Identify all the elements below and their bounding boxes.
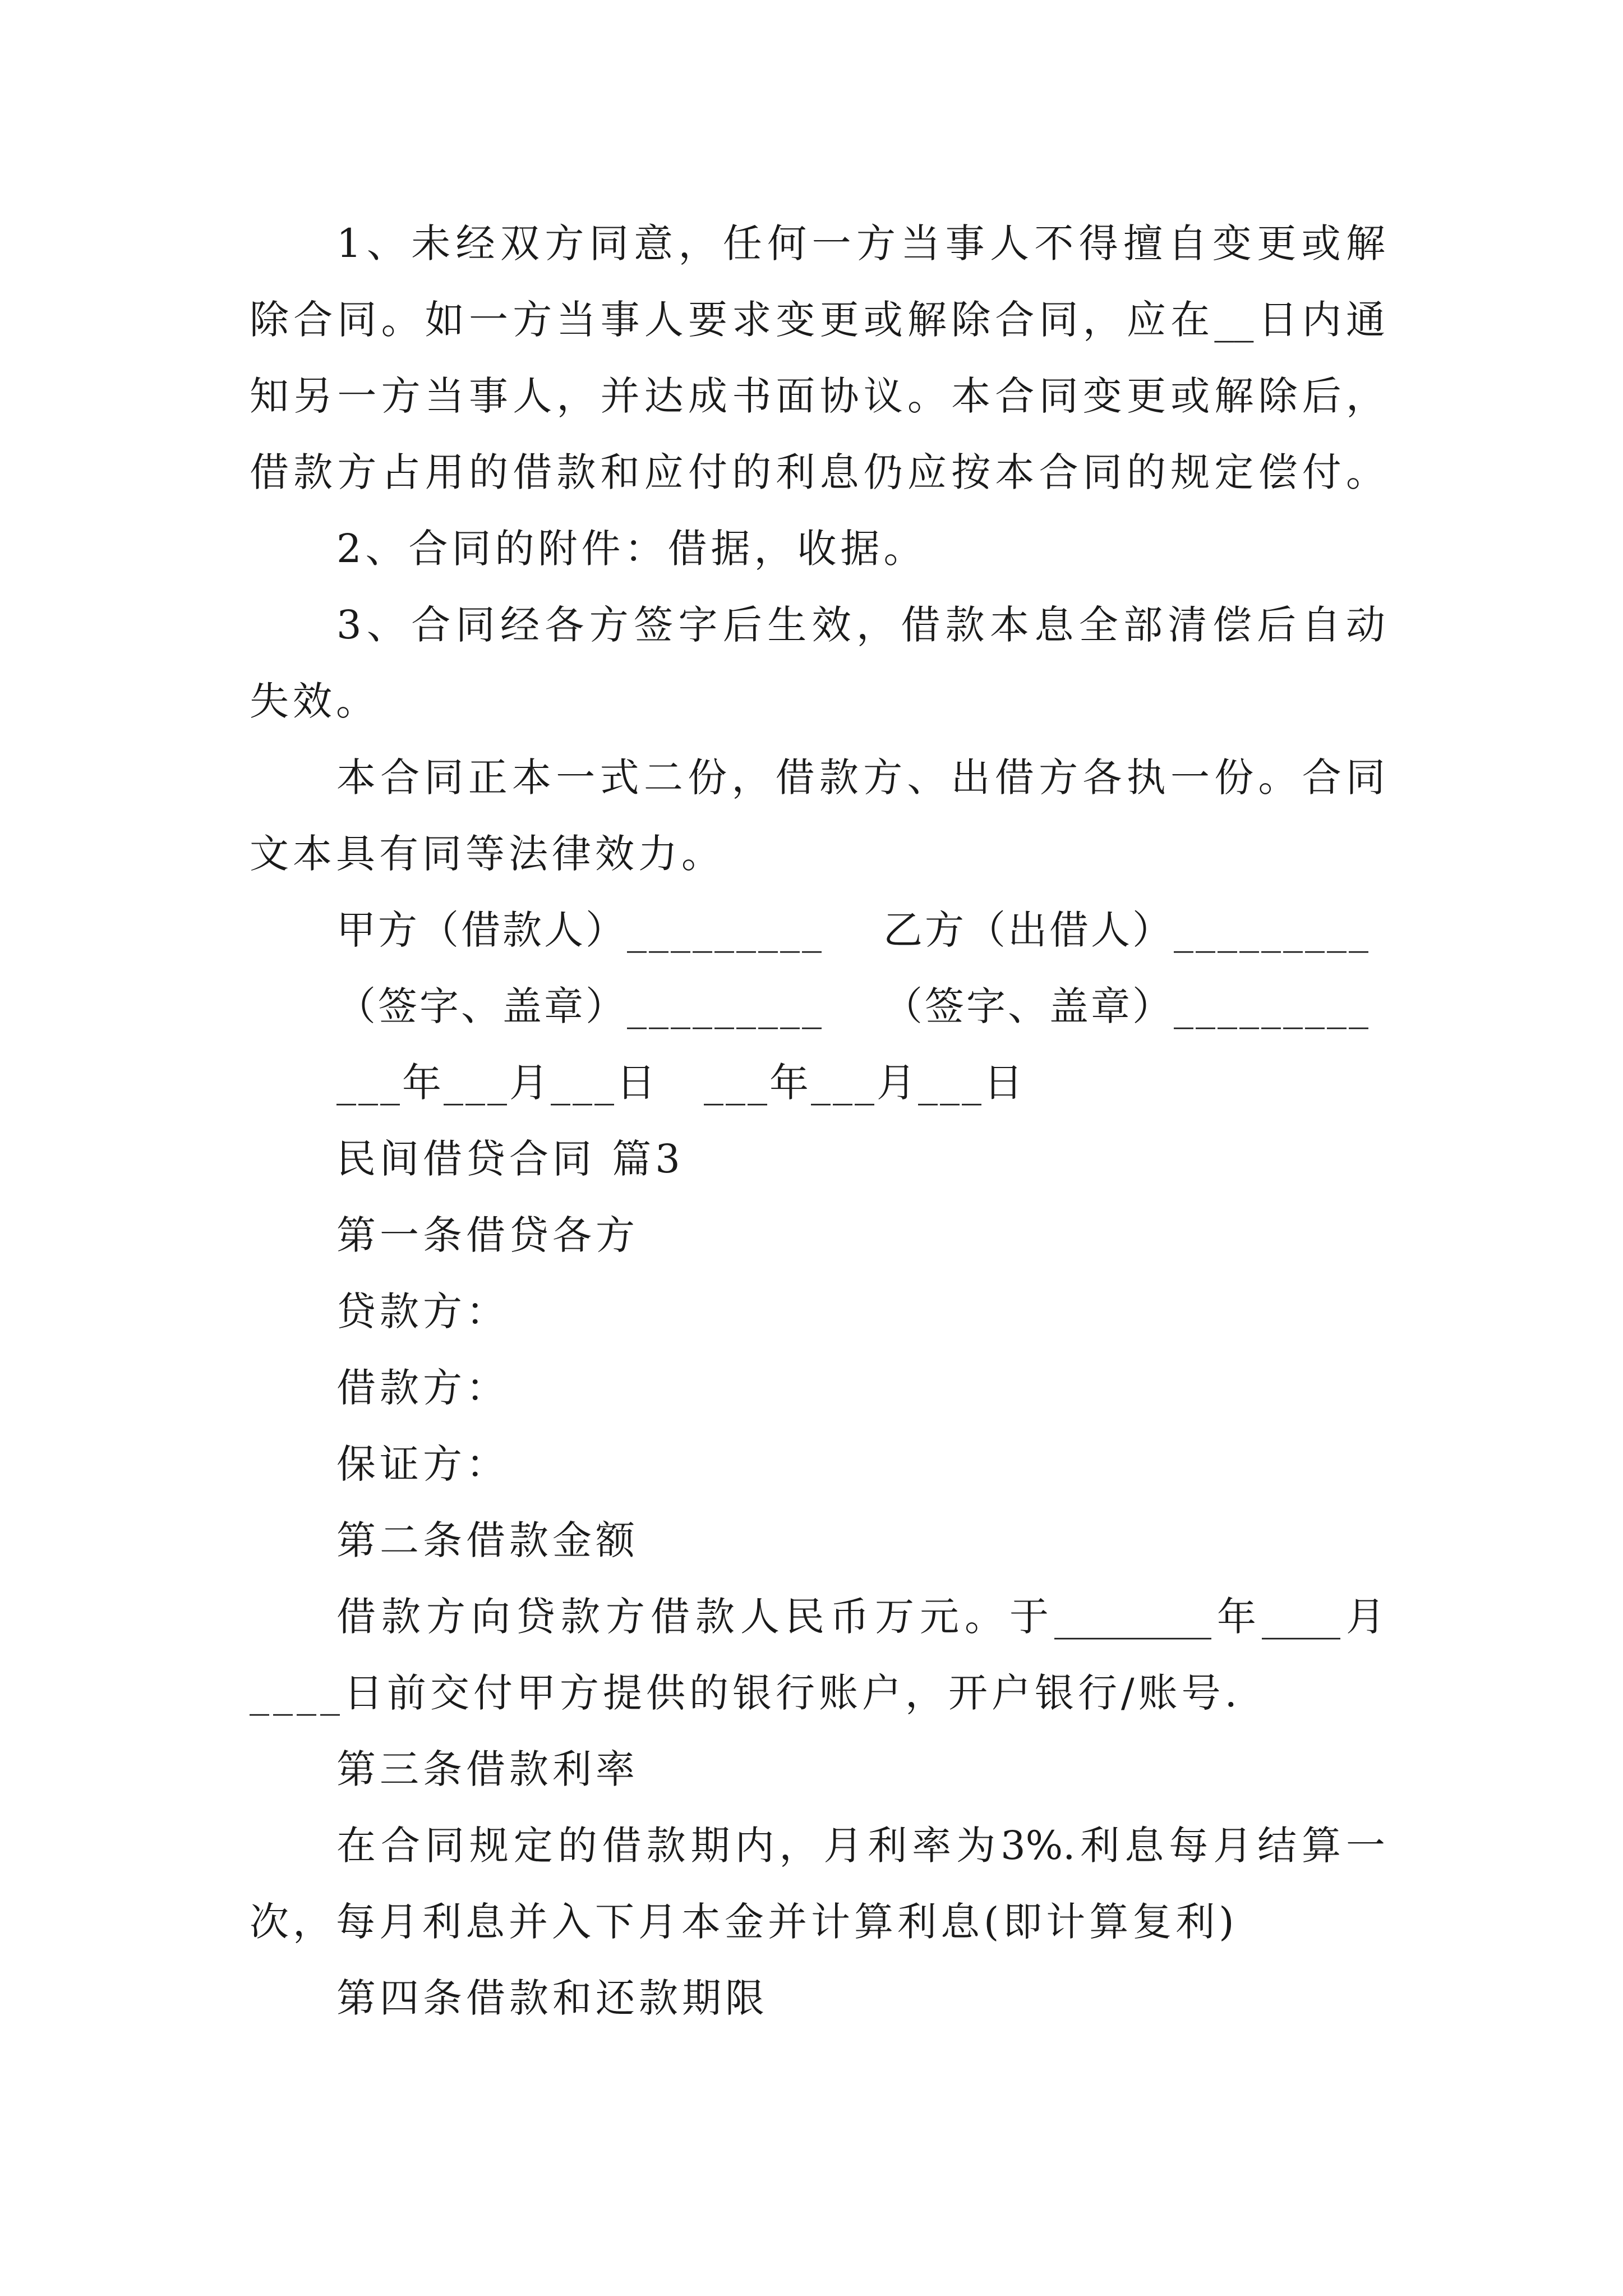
- paragraph-3-line-1: 3、合同经各方签字后生效，借款本息全部清偿后自动: [336, 602, 1385, 648]
- paragraph-4-line-1: 本合同正本一式二份，借款方、出借方各执一份。合同: [336, 754, 1385, 800]
- paragraph-1-line-1: 1、未经双方同意，任何一方当事人不得擅自变更或解: [336, 220, 1385, 266]
- paragraph-1-line-2: 除合同。如一方当事人要求变更或解除合同，应在__日内通: [250, 297, 1385, 343]
- party-a-sign-seal: （签字、盖章）_________: [336, 983, 824, 1029]
- guarantor-field: 保证方：: [336, 1441, 509, 1487]
- borrower-field: 借款方：: [336, 1365, 509, 1411]
- article-3-heading: 第三条借款利率: [336, 1746, 639, 1792]
- article-3-line-1: 在合同规定的借款期内，月利率为3%.利息每月结算一: [336, 1823, 1385, 1869]
- paragraph-3-line-2: 失效。: [250, 678, 379, 724]
- paragraph-1-line-4: 借款方占用的借款和应付的利息仍应按本合同的规定偿付。: [250, 449, 1385, 495]
- article-2-line-1: 借款方向贷款方借款人民币万元。于________年____月: [336, 1594, 1385, 1640]
- party-b-date: ___年___月___日: [704, 1060, 1025, 1106]
- paragraph-4-line-2: 文本具有同等法律效力。: [250, 831, 725, 877]
- party-b-signature: 乙方（出借人）_________: [883, 907, 1371, 953]
- article-2-line-2: ____日前交付甲方提供的银行账户，开户银行/账号.: [250, 1670, 1241, 1716]
- article-2-heading: 第二条借款金额: [336, 1517, 639, 1563]
- party-b-sign-seal: （签字、盖章）_________: [883, 983, 1371, 1029]
- party-a-signature: 甲方（借款人）_________: [336, 907, 824, 953]
- article-1-heading: 第一条借贷各方: [336, 1212, 639, 1258]
- lender-field: 贷款方：: [336, 1289, 509, 1335]
- article-3-line-2: 次，每月利息并入下月本金并计算利息(即计算复利): [250, 1899, 1238, 1945]
- paragraph-1-line-3: 知另一方当事人，并达成书面协议。本合同变更或解除后，: [250, 373, 1385, 419]
- paragraph-2: 2、合同的附件：借据，收据。: [336, 526, 927, 572]
- article-4-heading: 第四条借款和还款期限: [336, 1975, 768, 2021]
- party-a-date: ___年___月___日: [336, 1060, 658, 1106]
- section-title: 民间借贷合同 篇3: [336, 1136, 684, 1182]
